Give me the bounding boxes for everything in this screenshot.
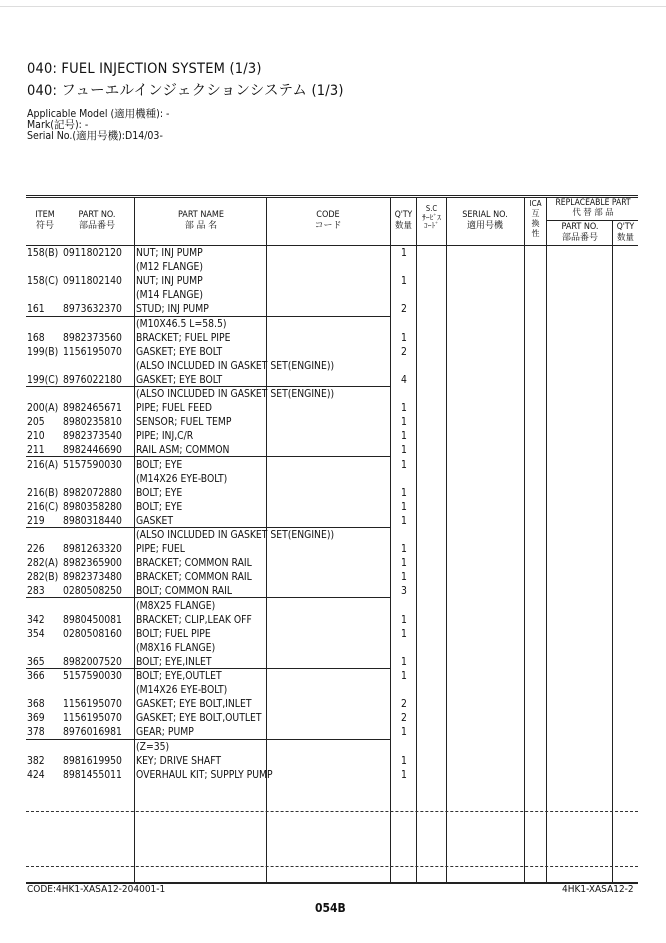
hdr-replaceable-en: REPLACEABLE PART xyxy=(555,198,631,208)
table-row xyxy=(0,274,666,288)
hdr-part-en: PART NO. xyxy=(78,210,116,220)
row-qty: 1 xyxy=(401,331,407,344)
row-part-name: (M8X16 FLANGE) xyxy=(136,641,216,654)
table-top-rule xyxy=(26,195,638,196)
hdr-rpart xyxy=(549,222,611,244)
applicable-model: Applicable Model (適用機種): - xyxy=(27,108,170,120)
row-part-name: (ALSO INCLUDED IN GASKET SET(ENGINE)) xyxy=(136,388,335,400)
hdr-rpart-jp: 部品番号 xyxy=(561,233,598,243)
hdr-sc xyxy=(417,205,446,231)
row-part-name: (M14X26 EYE-BOLT) xyxy=(136,684,228,697)
table-row xyxy=(0,260,666,274)
row-qty: 2 xyxy=(401,303,407,316)
row-qty: 1 xyxy=(401,768,407,781)
table-row xyxy=(0,570,666,584)
row-part-no: 1156195070 xyxy=(63,712,122,725)
table-row xyxy=(0,458,666,472)
row-item: 368 xyxy=(27,698,45,711)
row-part-name: RAIL ASM; COMMON xyxy=(136,444,230,457)
row-part-name: GASKET; EYE BOLT,OUTLET xyxy=(136,712,262,725)
row-part-name: STUD; INJ PUMP xyxy=(136,303,209,316)
page-number: 054B xyxy=(315,901,346,915)
hdr-code-jp: コード xyxy=(314,221,342,231)
row-qty: 1 xyxy=(401,726,407,739)
row-part-name: PIPE; FUEL xyxy=(136,543,185,556)
hdr-serial-jp: 適用号機 xyxy=(466,221,503,231)
top-rule xyxy=(0,6,666,7)
table-row xyxy=(0,542,666,556)
row-qty: 1 xyxy=(401,444,407,457)
row-qty: 3 xyxy=(401,585,407,598)
row-qty: 1 xyxy=(401,613,407,626)
row-part-no: 8980235810 xyxy=(63,416,122,429)
row-item: 354 xyxy=(27,627,45,640)
row-part-no: 8980318440 xyxy=(63,514,122,527)
page-title-en: 040: FUEL INJECTION SYSTEM (1/3) xyxy=(27,61,262,77)
table-row xyxy=(0,246,666,260)
row-part-no: 0911802120 xyxy=(63,247,122,259)
hdr-qty xyxy=(391,210,416,232)
row-part-no: 8980358280 xyxy=(63,500,122,513)
hdr-ica-3: 換 xyxy=(531,219,540,228)
row-part-name: GASKET xyxy=(136,514,173,527)
group-rule xyxy=(26,527,390,528)
replaceable-subrule xyxy=(546,220,638,221)
row-part-name: BOLT; EYE xyxy=(136,486,183,499)
group-rule xyxy=(26,739,390,740)
row-item: 200(A) xyxy=(27,402,59,415)
row-part-name: BRACKET; FUEL PIPE xyxy=(136,331,231,344)
table-row xyxy=(0,627,666,641)
row-qty: 2 xyxy=(401,712,407,725)
row-part-no: 8981619950 xyxy=(63,754,122,767)
row-item: 369 xyxy=(27,712,45,725)
table-row xyxy=(0,528,666,542)
group-rule xyxy=(26,386,390,387)
row-qty: 1 xyxy=(401,275,407,288)
hdr-name xyxy=(165,210,237,232)
hdr-sc-2: ｻｰﾋﾞｽ xyxy=(422,212,441,222)
table-row xyxy=(0,486,666,500)
row-qty: 1 xyxy=(401,655,407,668)
row-qty: 1 xyxy=(401,247,407,259)
table-row xyxy=(0,641,666,655)
row-item: 216(B) xyxy=(27,486,59,499)
group-rule xyxy=(26,597,390,598)
group-rule xyxy=(26,668,390,669)
table-row xyxy=(0,302,666,316)
row-item: 366 xyxy=(27,670,45,682)
table-row xyxy=(0,599,666,613)
row-part-no: 5157590030 xyxy=(63,458,122,471)
row-item: 205 xyxy=(27,416,45,429)
hdr-serial xyxy=(450,210,520,232)
hdr-ica-4: 性 xyxy=(531,229,540,238)
page-title-jp: 040: フューエルインジェクションシステム (1/3) xyxy=(27,83,344,99)
hdr-ica-1: ICA xyxy=(529,199,542,208)
row-part-name: (ALSO INCLUDED IN GASKET SET(ENGINE)) xyxy=(136,529,335,541)
row-part-no: 8973632370 xyxy=(63,303,122,316)
row-item: 283 xyxy=(27,585,45,598)
row-item: 378 xyxy=(27,726,45,739)
row-part-name: GASKET; EYE BOLT xyxy=(136,345,223,358)
row-qty: 1 xyxy=(401,486,407,499)
table-row xyxy=(0,725,666,739)
row-item: 282(A) xyxy=(27,557,59,570)
hdr-part xyxy=(66,210,128,232)
row-qty: 1 xyxy=(401,402,407,415)
row-part-name: (M8X25 FLANGE) xyxy=(136,599,216,612)
row-qty: 1 xyxy=(401,416,407,429)
dashed-rule xyxy=(26,866,638,867)
row-part-name: BOLT; EYE,INLET xyxy=(136,655,212,668)
mark: Mark(記号): - xyxy=(27,119,89,131)
hdr-item-jp: 符号 xyxy=(35,221,54,231)
serial-no: Serial No.(適用号機):D14/03- xyxy=(27,130,163,142)
hdr-item xyxy=(30,210,60,232)
table-row xyxy=(0,345,666,359)
row-part-no: 8982465671 xyxy=(63,402,122,415)
row-qty: 1 xyxy=(401,500,407,513)
group-rule xyxy=(26,316,390,317)
hdr-qty-en: Q'TY xyxy=(394,210,413,220)
row-qty: 2 xyxy=(401,345,407,358)
table-row xyxy=(0,401,666,415)
hdr-serial-en: SERIAL NO. xyxy=(462,210,508,220)
row-item: 199(B) xyxy=(27,345,59,358)
row-part-name: SENSOR; FUEL TEMP xyxy=(136,416,232,429)
hdr-rqty-jp: 数量 xyxy=(616,233,634,243)
row-item: 158(B) xyxy=(27,247,59,259)
row-qty: 1 xyxy=(401,571,407,584)
row-part-no: 8981455011 xyxy=(63,768,122,781)
row-qty: 2 xyxy=(401,698,407,711)
table-row xyxy=(0,331,666,345)
group-rule xyxy=(26,456,390,457)
row-part-name: BRACKET; COMMON RAIL xyxy=(136,571,252,584)
row-qty: 1 xyxy=(401,670,407,682)
table-row xyxy=(0,697,666,711)
row-part-name: (ALSO INCLUDED IN GASKET SET(ENGINE)) xyxy=(136,359,335,372)
table-row xyxy=(0,472,666,486)
table-row xyxy=(0,317,666,331)
row-part-no: 8982365900 xyxy=(63,557,122,570)
row-part-name: BOLT; EYE,OUTLET xyxy=(136,670,222,682)
row-item: 342 xyxy=(27,613,45,626)
row-part-name: KEY; DRIVE SHAFT xyxy=(136,754,222,767)
row-part-name: (M14 FLANGE) xyxy=(136,289,203,302)
row-part-no: 8976022180 xyxy=(63,373,122,386)
hdr-sc-1: S.C xyxy=(425,204,438,213)
hdr-sc-3: ｺｰﾄﾞ xyxy=(424,221,439,230)
table-row xyxy=(0,387,666,401)
row-part-name: NUT; INJ PUMP xyxy=(136,275,203,288)
row-item: 199(C) xyxy=(27,373,59,386)
row-part-no: 8980450081 xyxy=(63,613,122,626)
row-part-name: BRACKET; CLIP,LEAK OFF xyxy=(136,613,252,626)
row-part-name: GASKET; EYE BOLT,INLET xyxy=(136,698,252,711)
hdr-code xyxy=(300,210,356,232)
row-item: 168 xyxy=(27,331,45,344)
hdr-code-en: CODE xyxy=(316,210,340,220)
row-part-no: 8982072880 xyxy=(63,486,122,499)
row-item: 210 xyxy=(27,430,45,443)
row-part-name: PIPE; FUEL FEED xyxy=(136,402,213,415)
table-row xyxy=(0,613,666,627)
row-qty: 4 xyxy=(401,373,407,386)
row-part-no: 8982446690 xyxy=(63,444,122,457)
hdr-name-jp: 部 品 名 xyxy=(184,221,218,231)
hdr-replaceable xyxy=(547,198,639,218)
row-part-name: BRACKET; COMMON RAIL xyxy=(136,557,252,570)
row-qty: 1 xyxy=(401,754,407,767)
table-row xyxy=(0,288,666,302)
row-part-name: BOLT; COMMON RAIL xyxy=(136,585,233,598)
table-row xyxy=(0,373,666,387)
row-qty: 1 xyxy=(401,514,407,527)
row-part-name: (M14X26 EYE-BOLT) xyxy=(136,472,228,485)
row-part-name: GEAR; PUMP xyxy=(136,726,194,739)
row-item: 216(C) xyxy=(27,500,59,513)
row-part-no: 1156195070 xyxy=(63,345,122,358)
hdr-rqty-en: Q'TY xyxy=(616,222,635,232)
hdr-rpart-en: PART NO. xyxy=(561,222,599,232)
row-item: 211 xyxy=(27,444,45,457)
row-part-name: BOLT; FUEL PIPE xyxy=(136,627,211,640)
table-row xyxy=(0,711,666,725)
row-item: 365 xyxy=(27,655,45,668)
row-qty: 1 xyxy=(401,557,407,570)
row-qty: 1 xyxy=(401,543,407,556)
row-part-name: (M12 FLANGE) xyxy=(136,261,203,274)
row-item: 382 xyxy=(27,754,45,767)
table-row xyxy=(0,768,666,782)
row-item: 282(B) xyxy=(27,571,59,584)
table-row xyxy=(0,556,666,570)
row-item: 216(A) xyxy=(27,458,59,471)
row-part-no: 0911802140 xyxy=(63,275,122,288)
row-part-name: OVERHAUL KIT; SUPPLY PUMP xyxy=(136,768,273,781)
row-part-no: 1156195070 xyxy=(63,698,122,711)
dashed-rule xyxy=(26,811,638,812)
table-row xyxy=(0,415,666,429)
hdr-ica-2: 互 xyxy=(531,209,540,218)
row-part-name: GASKET; EYE BOLT xyxy=(136,373,223,386)
row-part-name: BOLT; EYE xyxy=(136,458,183,471)
table-row xyxy=(0,683,666,697)
table-row xyxy=(0,514,666,528)
row-part-name: BOLT; EYE xyxy=(136,500,183,513)
row-part-no: 5157590030 xyxy=(63,670,122,682)
table-row xyxy=(0,500,666,514)
row-item: 219 xyxy=(27,514,45,527)
row-qty: 1 xyxy=(401,627,407,640)
row-qty: 1 xyxy=(401,430,407,443)
row-part-name: NUT; INJ PUMP xyxy=(136,247,203,259)
footer-ref: 4HK1-XASA12-2 xyxy=(562,884,634,895)
table-row xyxy=(0,429,666,443)
row-qty: 1 xyxy=(401,458,407,471)
hdr-part-jp: 部品番号 xyxy=(78,221,115,231)
row-part-name: PIPE; INJ,C/R xyxy=(136,430,194,443)
table-row xyxy=(0,740,666,754)
hdr-ica xyxy=(525,199,546,239)
footer-code: CODE:4HK1-XASA12-204001-1 xyxy=(27,884,166,895)
row-part-name: (M10X46.5 L=58.5) xyxy=(136,317,227,330)
row-part-no: 8982007520 xyxy=(63,655,122,668)
hdr-replaceable-jp: 代 替 部 品 xyxy=(572,208,614,218)
row-part-no: 8981263320 xyxy=(63,543,122,556)
row-item: 158(C) xyxy=(27,275,59,288)
hdr-rqty xyxy=(613,222,638,244)
row-part-name: (Z=35) xyxy=(136,740,170,753)
row-item: 226 xyxy=(27,543,45,556)
row-part-no: 8982373540 xyxy=(63,430,122,443)
row-part-no: 8976016981 xyxy=(63,726,122,739)
row-part-no: 8982373480 xyxy=(63,571,122,584)
table-row xyxy=(0,655,666,669)
hdr-name-en: PART NAME xyxy=(177,210,225,220)
hdr-qty-jp: 数量 xyxy=(394,221,412,231)
hdr-item-en: ITEM xyxy=(35,210,55,220)
row-part-no: 0280508160 xyxy=(63,627,122,640)
table-row xyxy=(0,669,666,683)
row-part-no: 8982373560 xyxy=(63,331,122,344)
table-row xyxy=(0,359,666,373)
row-part-no: 0280508250 xyxy=(63,585,122,598)
table-row xyxy=(0,754,666,768)
row-item: 424 xyxy=(27,768,45,781)
row-item: 161 xyxy=(27,303,45,316)
